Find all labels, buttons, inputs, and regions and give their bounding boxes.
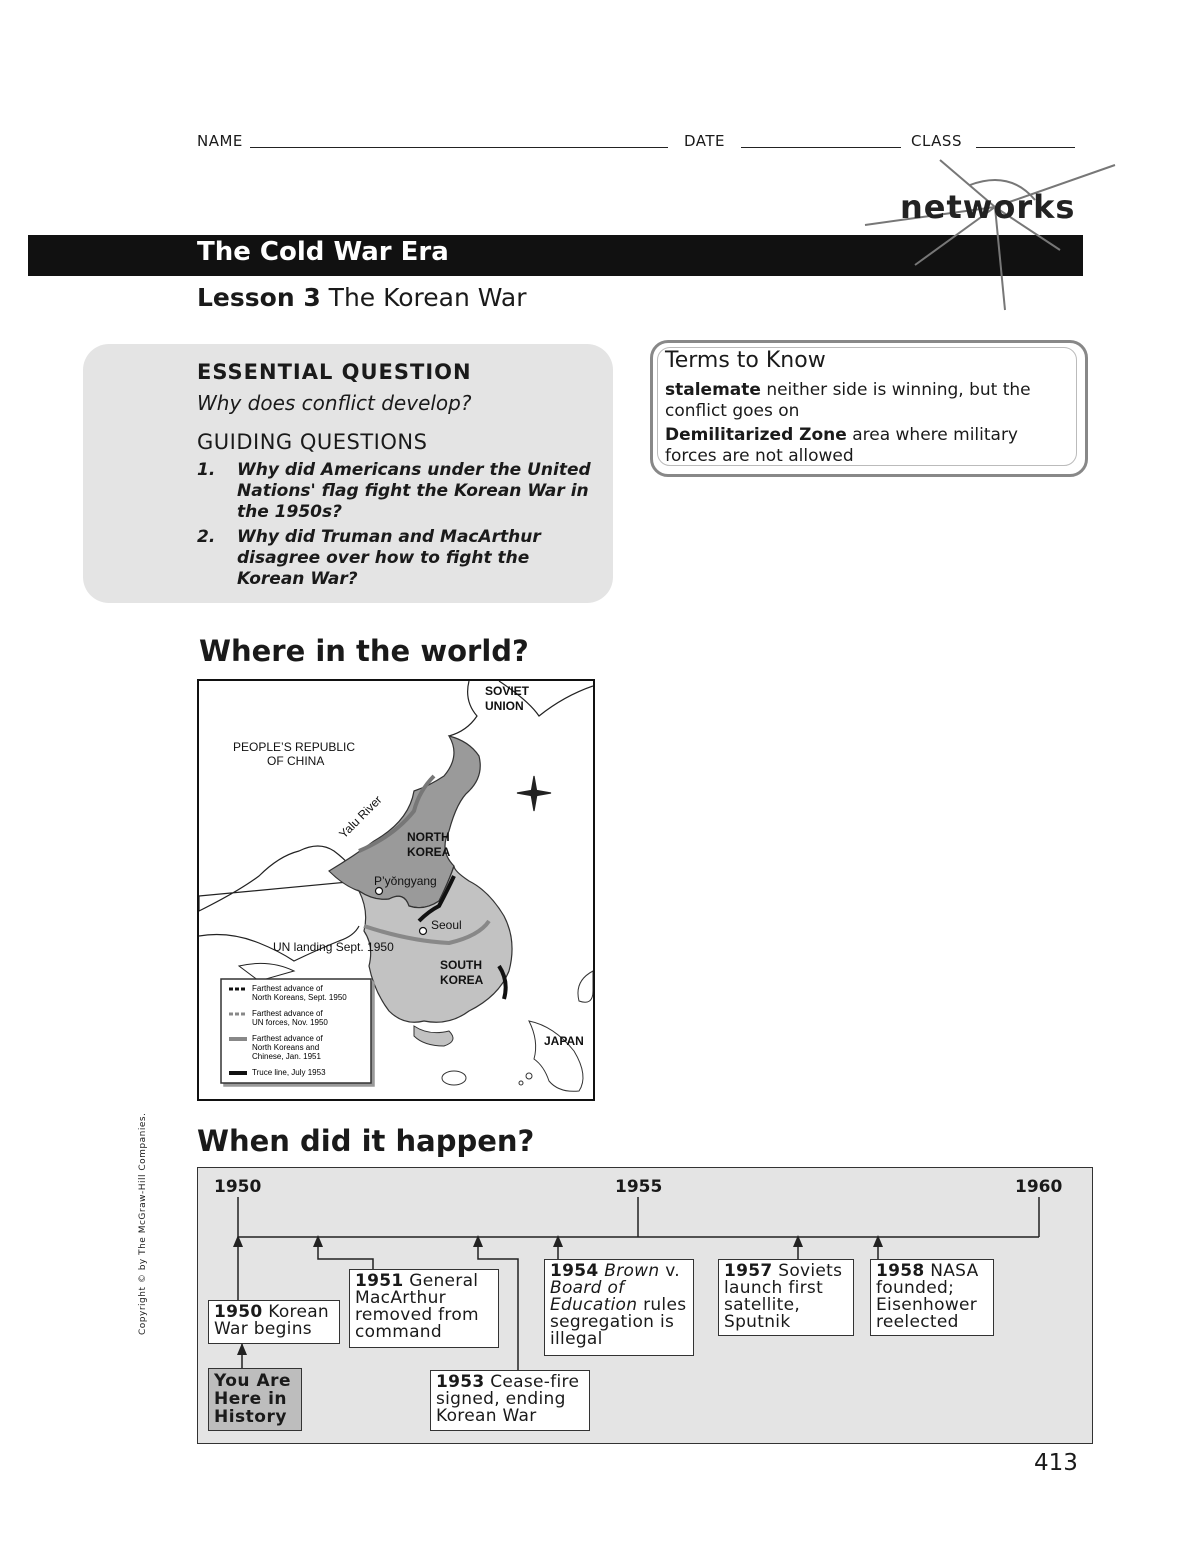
svg-text:North Koreans, Sept. 1950: North Koreans, Sept. 1950 <box>252 993 347 1002</box>
class-field[interactable] <box>976 147 1075 148</box>
svg-text:PEOPLE’S REPUBLIC: PEOPLE’S REPUBLIC <box>233 740 356 754</box>
networks-logo <box>860 155 1120 315</box>
svg-text:KOREA: KOREA <box>440 973 484 987</box>
svg-text:NORTH: NORTH <box>407 830 450 844</box>
china-coast <box>199 846 359 911</box>
name-field[interactable] <box>250 147 668 148</box>
essential-question: Why does conflict develop? <box>197 391 472 415</box>
timeline-event-1958: 1958 NASA founded; Eisenhower reelected <box>870 1259 994 1336</box>
korea-map <box>197 679 595 1101</box>
svg-text:UN forces, Nov. 1950: UN forces, Nov. 1950 <box>252 1018 328 1027</box>
date-label: DATE <box>684 132 726 150</box>
timeline-event-1951: 1951 General MacArthur removed from command <box>349 1269 499 1348</box>
svg-text:JAPAN: JAPAN <box>544 1034 584 1048</box>
svg-text:North Koreans and: North Koreans and <box>252 1043 320 1052</box>
timeline-event-1950: 1950 Korean War begins <box>208 1300 340 1344</box>
when-heading: When did it happen? <box>197 1124 535 1158</box>
japan-region <box>529 1021 583 1091</box>
lesson-number: Lesson 3 <box>197 283 321 312</box>
svg-text:Farthest advance of: Farthest advance of <box>252 984 323 993</box>
logo-text: networks <box>900 188 1076 226</box>
svg-text:Farthest advance of: Farthest advance of <box>252 1034 323 1043</box>
timeline-year-label: 1955 <box>615 1177 663 1197</box>
term-entry <box>665 380 1065 422</box>
timeline-event-1957: 1957 Soviets launch first satellite, Sputnik <box>718 1259 854 1336</box>
terms-heading: Terms to Know <box>665 348 826 373</box>
jeju-island <box>442 1071 466 1085</box>
timeline-event-1954: 1954 Brown v. Board of Education rules segregation is illegal <box>544 1259 694 1356</box>
compass-rose-icon <box>517 776 551 811</box>
page-number: 413 <box>1034 1450 1078 1476</box>
svg-text:Yalu River: Yalu River <box>336 792 385 842</box>
you-are-here-marker: You Are Here in History <box>208 1368 302 1431</box>
pyongyang-marker <box>376 888 383 895</box>
term-word: stalemate <box>665 380 761 400</box>
term-definition: area where military forces are not allowed <box>665 425 1018 466</box>
svg-text:SOVIET: SOVIET <box>485 684 530 698</box>
lesson-heading <box>197 283 527 312</box>
class-label: CLASS <box>911 132 962 150</box>
term-entry <box>665 425 1065 467</box>
map-legend <box>221 979 371 1083</box>
copyright-notice: Copyright © by The McGraw-Hill Companies. <box>138 1112 148 1335</box>
term-definition: neither side is winning, but the conflict goes on <box>665 380 1031 421</box>
svg-text:KOREA: KOREA <box>407 845 451 859</box>
guiding-question-1: Why did Americans under the United Nations' flag fight the Korean War in the 1950s? <box>237 460 591 522</box>
unit-title: The Cold War Era <box>197 237 449 267</box>
svg-text:SOUTH: SOUTH <box>440 958 482 972</box>
guiding-question-2: Why did Truman and MacArthur disagree over how to fight the Korean War? <box>237 527 541 589</box>
timeline-year-label: 1960 <box>1015 1177 1063 1197</box>
svg-text:Truce line, July 1953: Truce line, July 1953 <box>252 1068 326 1077</box>
svg-text:UNION: UNION <box>485 699 524 713</box>
seoul-marker <box>420 928 427 935</box>
timeline-year-label: 1950 <box>214 1177 262 1197</box>
svg-text:Farthest advance of: Farthest advance of <box>252 1009 323 1018</box>
timeline-event-1953: 1953 Cease-fire signed, ending Korean War <box>430 1370 590 1431</box>
date-field[interactable] <box>741 147 901 148</box>
essential-question-heading: ESSENTIAL QUESTION <box>197 360 472 384</box>
svg-text:P’yŏngyang: P’yŏngyang <box>374 874 437 888</box>
svg-text:Seoul: Seoul <box>431 918 462 932</box>
lesson-title: The Korean War <box>328 283 527 312</box>
svg-text:OF CHINA: OF CHINA <box>267 754 325 768</box>
guiding-question-number: 2. <box>197 527 216 547</box>
name-label: NAME <box>197 132 243 150</box>
svg-text:Chinese, Jan. 1951: Chinese, Jan. 1951 <box>252 1052 321 1061</box>
guiding-questions-heading: GUIDING QUESTIONS <box>197 430 428 454</box>
term-word: Demilitarized Zone <box>665 425 847 445</box>
where-heading: Where in the world? <box>199 634 529 668</box>
svg-text:UN landing Sept. 1950: UN landing Sept. 1950 <box>273 940 394 954</box>
guiding-question-number: 1. <box>197 460 216 480</box>
